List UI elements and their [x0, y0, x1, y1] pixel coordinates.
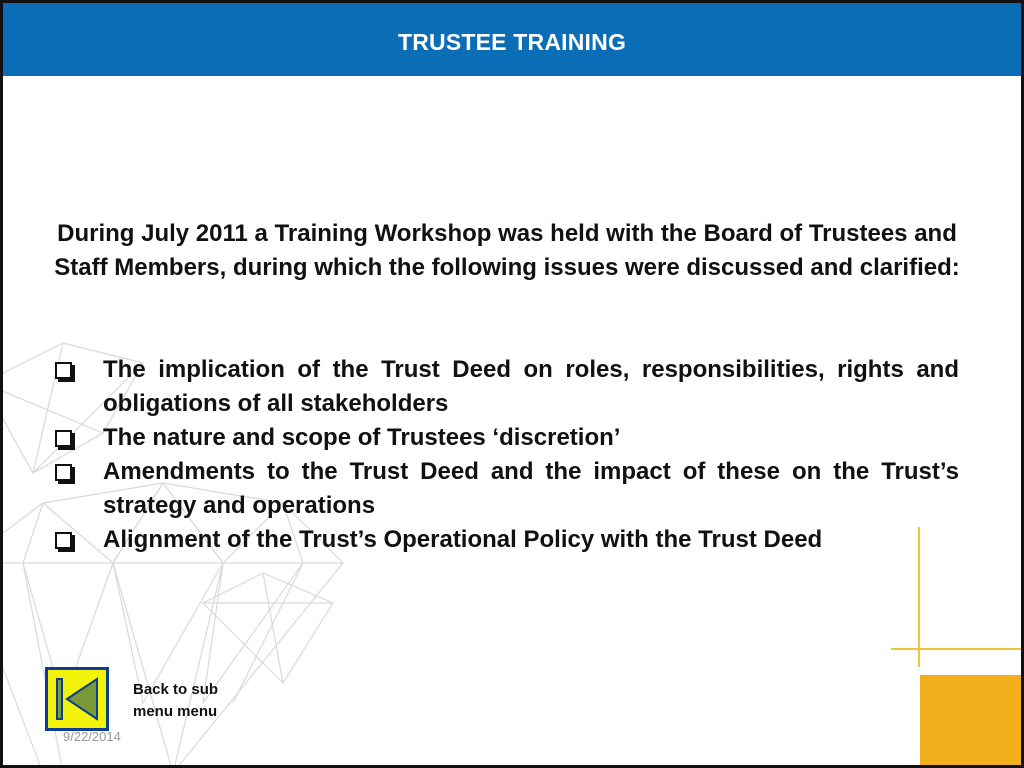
back-to-submenu-link[interactable]: Back to sub menu menu [133, 681, 219, 720]
bullet-text: Amendments to the Trust Deed and the impact of these on the Trust’s strategy and operations [103, 458, 959, 519]
accent-horizontal-line [891, 648, 1021, 650]
bullet-item-policy-alignment [51, 523, 959, 557]
bullet-item-trust-deed-implication [51, 353, 959, 421]
checkbox-bullet-icon [55, 362, 72, 379]
slide-title: TRUSTEE TRAINING [397, 29, 627, 55]
back-arrow-icon [53, 675, 101, 723]
header-bar [3, 3, 1021, 76]
checkbox-bullet-icon [55, 532, 72, 549]
accent-vertical-line [918, 527, 920, 667]
bullet-item-amendments [51, 455, 959, 523]
bullet-text: The nature and scope of Trustees ‘discretion’ [103, 424, 621, 451]
accent-block [920, 675, 1021, 768]
bullet-list [51, 353, 959, 557]
back-button[interactable] [45, 667, 109, 731]
intro-paragraph: During July 2011 a Training Workshop was held with the Board of Trustees and Staff Members, during which the following issues were discussed and clarified: [54, 220, 960, 281]
footer-date: 9/22/2014 [63, 729, 121, 744]
bullet-item-trustees-discretion [51, 421, 959, 455]
checkbox-bullet-icon [55, 430, 72, 447]
bullet-text: The implication of the Trust Deed on roles, responsibilities, rights and obligations of all stakeholders [103, 356, 959, 417]
checkbox-bullet-icon [55, 464, 72, 481]
bullet-text: Alignment of the Trust’s Operational Policy with the Trust Deed [103, 526, 823, 553]
